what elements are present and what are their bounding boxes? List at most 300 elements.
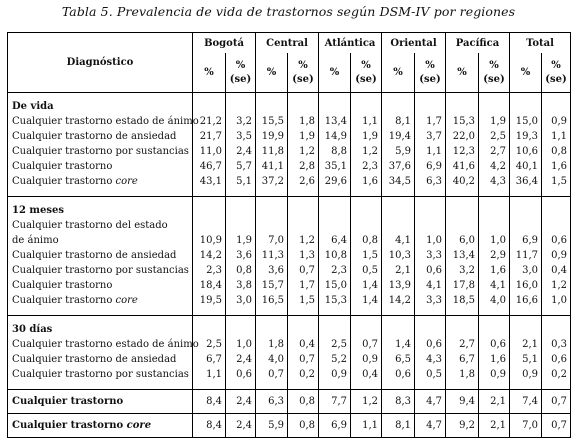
cell-pct: 15,3 xyxy=(446,114,479,129)
row-label: Cualquier trastorno core xyxy=(8,174,193,189)
row-label: Cualquier trastorno estado de ánimo xyxy=(8,114,193,129)
cell-se xyxy=(288,382,319,390)
cell-pct xyxy=(510,189,542,197)
cell-pct: 5,1 xyxy=(510,352,542,367)
cell-se xyxy=(351,204,382,218)
cell-pct: 15,0 xyxy=(510,114,542,129)
cell-se: 1,5 xyxy=(351,248,382,263)
cell-pct: 4,1 xyxy=(382,233,415,248)
cell-pct: 3,0 xyxy=(510,263,542,278)
cell-pct xyxy=(193,308,226,316)
cell-se: 2,4 xyxy=(226,414,256,438)
cell-pct: 40,2 xyxy=(446,174,479,189)
cell-se: 0,2 xyxy=(288,367,319,382)
cell-se xyxy=(288,308,319,316)
cell-se: 1,1 xyxy=(415,144,446,159)
cell-se: 0,3 xyxy=(542,337,571,352)
cell-pct xyxy=(446,218,479,233)
cell-pct xyxy=(256,316,288,324)
cell-se xyxy=(415,204,446,218)
column-header-region: Atlántica xyxy=(319,33,382,54)
cell-pct: 40,1 xyxy=(510,159,542,174)
cell-se: 2,1 xyxy=(479,390,510,414)
row-label: Cualquier trastorno xyxy=(8,278,193,293)
cell-se: 1,2 xyxy=(288,233,319,248)
cell-pct xyxy=(446,323,479,337)
cell-se: 1,7 xyxy=(288,278,319,293)
column-header-region: Pacífica xyxy=(446,33,510,54)
cell-pct: 6,0 xyxy=(446,233,479,248)
cell-pct: 18,5 xyxy=(446,293,479,308)
cell-se: 2,4 xyxy=(226,144,256,159)
cell-pct xyxy=(193,218,226,233)
cell-se xyxy=(479,218,510,233)
cell-pct: 29,6 xyxy=(319,174,351,189)
cell-se: 0,4 xyxy=(542,263,571,278)
cell-pct xyxy=(193,323,226,337)
cell-pct xyxy=(256,189,288,197)
cell-se: 4,7 xyxy=(415,390,446,414)
cell-se xyxy=(351,197,382,205)
cell-se: 1,0 xyxy=(542,293,571,308)
column-header-pct: % xyxy=(446,53,479,93)
cell-se xyxy=(479,204,510,218)
cell-pct xyxy=(382,218,415,233)
cell-pct: 6,4 xyxy=(319,233,351,248)
cell-pct: 22,0 xyxy=(446,129,479,144)
cell-pct: 16,6 xyxy=(510,293,542,308)
cell-pct: 35,1 xyxy=(319,159,351,174)
cell-pct: 5,9 xyxy=(382,144,415,159)
cell-pct: 6,7 xyxy=(446,352,479,367)
cell-pct: 6,7 xyxy=(193,352,226,367)
cell-pct xyxy=(319,316,351,324)
row-label: Cualquier trastorno xyxy=(8,159,193,174)
cell-se: 2,7 xyxy=(479,144,510,159)
cell-se xyxy=(415,197,446,205)
cell-se: 3,3 xyxy=(415,248,446,263)
cell-se: 0,7 xyxy=(288,352,319,367)
cell-pct xyxy=(193,100,226,114)
column-header-pct: % xyxy=(256,53,288,93)
cell-pct: 13,9 xyxy=(382,278,415,293)
cell-se: 0,4 xyxy=(351,367,382,382)
cell-pct: 14,2 xyxy=(193,248,226,263)
cell-pct xyxy=(193,316,226,324)
cell-se xyxy=(351,100,382,114)
cell-pct xyxy=(256,382,288,390)
cell-se: 2,3 xyxy=(351,159,382,174)
cell-pct: 8,8 xyxy=(319,144,351,159)
cell-pct: 5,9 xyxy=(256,414,288,438)
cell-pct: 1,8 xyxy=(256,337,288,352)
cell-pct xyxy=(510,308,542,316)
spacer-row xyxy=(8,197,571,205)
cell-se xyxy=(415,323,446,337)
cell-se xyxy=(479,93,510,101)
cell-pct xyxy=(510,100,542,114)
cell-se xyxy=(542,204,571,218)
cell-se xyxy=(351,316,382,324)
cell-se xyxy=(351,218,382,233)
cell-pct: 19,5 xyxy=(193,293,226,308)
cell-se xyxy=(542,323,571,337)
cell-pct xyxy=(446,197,479,205)
cell-pct: 21,2 xyxy=(193,114,226,129)
cell-se: 1,0 xyxy=(479,233,510,248)
column-header-pct: % xyxy=(510,53,542,93)
cell-pct: 2,1 xyxy=(510,337,542,352)
cell-se: 6,3 xyxy=(415,174,446,189)
cell-pct: 19,4 xyxy=(382,129,415,144)
cell-pct: 2,5 xyxy=(193,337,226,352)
cell-se: 1,4 xyxy=(351,278,382,293)
cell-pct: 14,9 xyxy=(319,129,351,144)
row-label: Cualquier trastorno core xyxy=(8,293,193,308)
cell-se xyxy=(288,93,319,101)
spacer-row xyxy=(8,316,571,324)
cell-se: 0,6 xyxy=(415,263,446,278)
cell-se: 1,6 xyxy=(479,352,510,367)
cell-se xyxy=(542,197,571,205)
table-row xyxy=(8,248,571,263)
cell-pct: 43,1 xyxy=(193,174,226,189)
cell-se xyxy=(288,323,319,337)
cell-se xyxy=(415,100,446,114)
cell-pct: 15,7 xyxy=(256,278,288,293)
cell-pct: 0,9 xyxy=(319,367,351,382)
cell-se xyxy=(479,316,510,324)
table-row xyxy=(8,233,571,248)
cell-pct xyxy=(319,382,351,390)
cell-pct: 13,4 xyxy=(446,248,479,263)
cell-se: 0,9 xyxy=(479,367,510,382)
row-label: Cualquier trastorno por sustancias xyxy=(8,367,193,382)
column-header-se: % (se) xyxy=(226,53,256,93)
total-row xyxy=(8,414,571,438)
cell-se xyxy=(226,197,256,205)
cell-pct xyxy=(446,100,479,114)
cell-pct xyxy=(446,316,479,324)
cell-se xyxy=(479,197,510,205)
cell-se: 1,9 xyxy=(351,129,382,144)
cell-se: 0,6 xyxy=(479,337,510,352)
cell-se: 1,9 xyxy=(226,233,256,248)
column-header-region: Bogotá xyxy=(193,33,256,54)
cell-se: 2,9 xyxy=(479,248,510,263)
cell-pct xyxy=(319,218,351,233)
cell-se xyxy=(288,197,319,205)
prevalence-table xyxy=(7,32,571,438)
cell-se xyxy=(351,382,382,390)
cell-se: 2,6 xyxy=(288,174,319,189)
cell-se: 2,8 xyxy=(288,159,319,174)
spacer-row xyxy=(8,382,571,390)
cell-pct xyxy=(446,189,479,197)
cell-pct: 2,7 xyxy=(446,337,479,352)
cell-pct: 10,6 xyxy=(510,144,542,159)
cell-se: 0,6 xyxy=(542,352,571,367)
cell-pct xyxy=(510,197,542,205)
cell-se: 0,6 xyxy=(415,337,446,352)
cell-pct xyxy=(193,382,226,390)
table-row xyxy=(8,278,571,293)
cell-pct xyxy=(510,323,542,337)
cell-se: 0,8 xyxy=(226,263,256,278)
cell-se: 0,8 xyxy=(351,233,382,248)
row-label: Cualquier trastorno estado de ánimo xyxy=(8,337,193,352)
cell-pct xyxy=(319,323,351,337)
table-row xyxy=(8,159,571,174)
cell-se: 4,0 xyxy=(479,293,510,308)
cell-se: 0,9 xyxy=(351,352,382,367)
cell-pct: 13,4 xyxy=(319,114,351,129)
cell-se: 2,4 xyxy=(226,390,256,414)
cell-se xyxy=(288,100,319,114)
cell-se: 1,6 xyxy=(479,263,510,278)
cell-pct xyxy=(256,323,288,337)
column-header-se: % (se) xyxy=(288,53,319,93)
cell-pct xyxy=(382,204,415,218)
cell-pct: 2,3 xyxy=(319,263,351,278)
column-header-region: Central xyxy=(256,33,319,54)
cell-pct: 8,1 xyxy=(382,114,415,129)
cell-pct xyxy=(382,382,415,390)
cell-se: 1,5 xyxy=(288,293,319,308)
cell-pct: 36,4 xyxy=(510,174,542,189)
cell-pct: 37,6 xyxy=(382,159,415,174)
cell-se: 1,1 xyxy=(542,129,571,144)
cell-se xyxy=(351,308,382,316)
cell-pct xyxy=(446,382,479,390)
cell-se: 0,7 xyxy=(542,414,571,438)
cell-se xyxy=(542,100,571,114)
row-label: Cualquier trastorno por sustancias xyxy=(8,144,193,159)
cell-pct: 6,9 xyxy=(510,233,542,248)
cell-se: 1,7 xyxy=(415,114,446,129)
cell-pct xyxy=(510,382,542,390)
cell-pct: 4,0 xyxy=(256,352,288,367)
column-header-se: % (se) xyxy=(542,53,571,93)
cell-pct: 12,3 xyxy=(446,144,479,159)
column-header-pct: % xyxy=(382,53,415,93)
cell-pct: 41,6 xyxy=(446,159,479,174)
cell-pct: 18,4 xyxy=(193,278,226,293)
cell-se: 5,1 xyxy=(226,174,256,189)
cell-pct xyxy=(319,189,351,197)
cell-se xyxy=(479,189,510,197)
cell-pct xyxy=(193,93,226,101)
cell-se xyxy=(542,218,571,233)
cell-se: 1,3 xyxy=(288,248,319,263)
cell-pct xyxy=(319,308,351,316)
cell-se xyxy=(288,204,319,218)
cell-pct xyxy=(256,218,288,233)
column-header-region: Oriental xyxy=(382,33,446,54)
table-caption: Tabla 5. Prevalencia de vida de trastornos según DSM-IV por regiones xyxy=(61,4,516,19)
cell-se: 0,2 xyxy=(542,367,571,382)
column-header-region: Total xyxy=(510,33,571,54)
cell-se: 3,3 xyxy=(415,293,446,308)
cell-pct: 11,8 xyxy=(256,144,288,159)
cell-pct xyxy=(382,189,415,197)
column-header-pct: % xyxy=(193,53,226,93)
cell-se: 1,0 xyxy=(226,337,256,352)
prevalence-table-wrapper xyxy=(7,32,570,438)
cell-se xyxy=(351,323,382,337)
cell-pct: 1,4 xyxy=(382,337,415,352)
cell-pct: 19,9 xyxy=(256,129,288,144)
cell-pct: 9,4 xyxy=(446,390,479,414)
cell-pct: 15,3 xyxy=(319,293,351,308)
section-title: 12 meses xyxy=(8,204,193,218)
cell-pct xyxy=(319,197,351,205)
cell-pct: 16,0 xyxy=(510,278,542,293)
cell-pct: 2,1 xyxy=(382,263,415,278)
cell-se xyxy=(226,323,256,337)
cell-pct: 9,2 xyxy=(446,414,479,438)
cell-se xyxy=(226,93,256,101)
cell-se xyxy=(226,382,256,390)
cell-se: 5,7 xyxy=(226,159,256,174)
cell-pct: 10,8 xyxy=(319,248,351,263)
cell-se: 0,6 xyxy=(542,233,571,248)
cell-pct xyxy=(446,93,479,101)
cell-se: 1,2 xyxy=(542,278,571,293)
cell-se xyxy=(415,382,446,390)
cell-se: 0,7 xyxy=(542,390,571,414)
cell-se xyxy=(415,316,446,324)
cell-pct: 7,0 xyxy=(510,414,542,438)
cell-se xyxy=(542,316,571,324)
cell-pct xyxy=(382,197,415,205)
cell-se xyxy=(479,382,510,390)
spacer-row xyxy=(8,308,571,316)
cell-se: 1,6 xyxy=(542,159,571,174)
table-row xyxy=(8,114,571,129)
cell-se xyxy=(415,189,446,197)
cell-pct xyxy=(319,100,351,114)
cell-pct: 3,2 xyxy=(446,263,479,278)
cell-pct xyxy=(193,204,226,218)
cell-se: 0,5 xyxy=(351,263,382,278)
table-row xyxy=(8,218,571,233)
section-header-row xyxy=(8,204,571,218)
cell-se: 4,3 xyxy=(479,174,510,189)
cell-pct: 0,6 xyxy=(382,367,415,382)
cell-se xyxy=(226,218,256,233)
cell-se: 4,1 xyxy=(415,278,446,293)
cell-se: 1,2 xyxy=(351,390,382,414)
cell-pct xyxy=(256,204,288,218)
cell-pct: 41,1 xyxy=(256,159,288,174)
cell-pct: 34,5 xyxy=(382,174,415,189)
cell-pct xyxy=(382,308,415,316)
cell-se: 2,5 xyxy=(479,129,510,144)
cell-se: 0,4 xyxy=(288,337,319,352)
cell-pct xyxy=(256,93,288,101)
cell-se: 3,8 xyxy=(226,278,256,293)
cell-se: 3,7 xyxy=(415,129,446,144)
cell-se xyxy=(479,100,510,114)
section-title: De vida xyxy=(8,100,193,114)
section-header-row xyxy=(8,100,571,114)
cell-pct xyxy=(319,93,351,101)
cell-se xyxy=(226,189,256,197)
section-header-row xyxy=(8,323,571,337)
cell-se: 0,8 xyxy=(542,144,571,159)
cell-pct: 11,7 xyxy=(510,248,542,263)
table-row xyxy=(8,337,571,352)
cell-pct: 6,3 xyxy=(256,390,288,414)
cell-se xyxy=(351,93,382,101)
cell-pct: 8,4 xyxy=(193,414,226,438)
cell-pct: 15,0 xyxy=(319,278,351,293)
cell-pct: 8,1 xyxy=(382,414,415,438)
cell-pct: 7,4 xyxy=(510,390,542,414)
row-label: Cualquier trastorno core xyxy=(8,414,193,438)
cell-se: 1,8 xyxy=(288,114,319,129)
cell-pct: 11,3 xyxy=(256,248,288,263)
table-row xyxy=(8,263,571,278)
cell-se: 0,8 xyxy=(288,414,319,438)
cell-se: 4,3 xyxy=(415,352,446,367)
row-label: Cualquier trastorno de ansiedad xyxy=(8,248,193,263)
cell-se xyxy=(226,204,256,218)
cell-se: 0,9 xyxy=(542,114,571,129)
table-row xyxy=(8,144,571,159)
cell-pct xyxy=(193,189,226,197)
cell-pct: 11,0 xyxy=(193,144,226,159)
cell-pct: 10,9 xyxy=(193,233,226,248)
cell-se: 3,5 xyxy=(226,129,256,144)
header-region-row xyxy=(8,33,571,54)
cell-se: 4,7 xyxy=(415,414,446,438)
cell-se: 0,9 xyxy=(542,248,571,263)
section-title: 30 días xyxy=(8,323,193,337)
cell-se: 0,8 xyxy=(288,390,319,414)
cell-se: 1,5 xyxy=(542,174,571,189)
cell-se xyxy=(226,100,256,114)
spacer-row xyxy=(8,189,571,197)
cell-pct: 10,3 xyxy=(382,248,415,263)
cell-pct xyxy=(510,316,542,324)
cell-se: 2,4 xyxy=(226,352,256,367)
cell-se: 1,6 xyxy=(351,174,382,189)
cell-pct: 46,7 xyxy=(193,159,226,174)
cell-pct: 7,0 xyxy=(256,233,288,248)
cell-pct: 14,2 xyxy=(382,293,415,308)
cell-se: 4,2 xyxy=(479,159,510,174)
spacer-row xyxy=(8,93,571,101)
cell-se xyxy=(415,308,446,316)
cell-se xyxy=(542,308,571,316)
cell-se: 3,6 xyxy=(226,248,256,263)
cell-se xyxy=(542,189,571,197)
cell-se xyxy=(542,382,571,390)
cell-pct: 17,8 xyxy=(446,278,479,293)
cell-se: 1,9 xyxy=(479,114,510,129)
row-label: Cualquier trastorno del estado xyxy=(8,218,193,233)
cell-pct: 6,9 xyxy=(319,414,351,438)
cell-pct: 2,5 xyxy=(319,337,351,352)
cell-pct xyxy=(510,218,542,233)
cell-pct: 21,7 xyxy=(193,129,226,144)
cell-se: 0,7 xyxy=(351,337,382,352)
cell-se: 6,9 xyxy=(415,159,446,174)
column-header-se: % (se) xyxy=(415,53,446,93)
cell-se: 3,0 xyxy=(226,293,256,308)
